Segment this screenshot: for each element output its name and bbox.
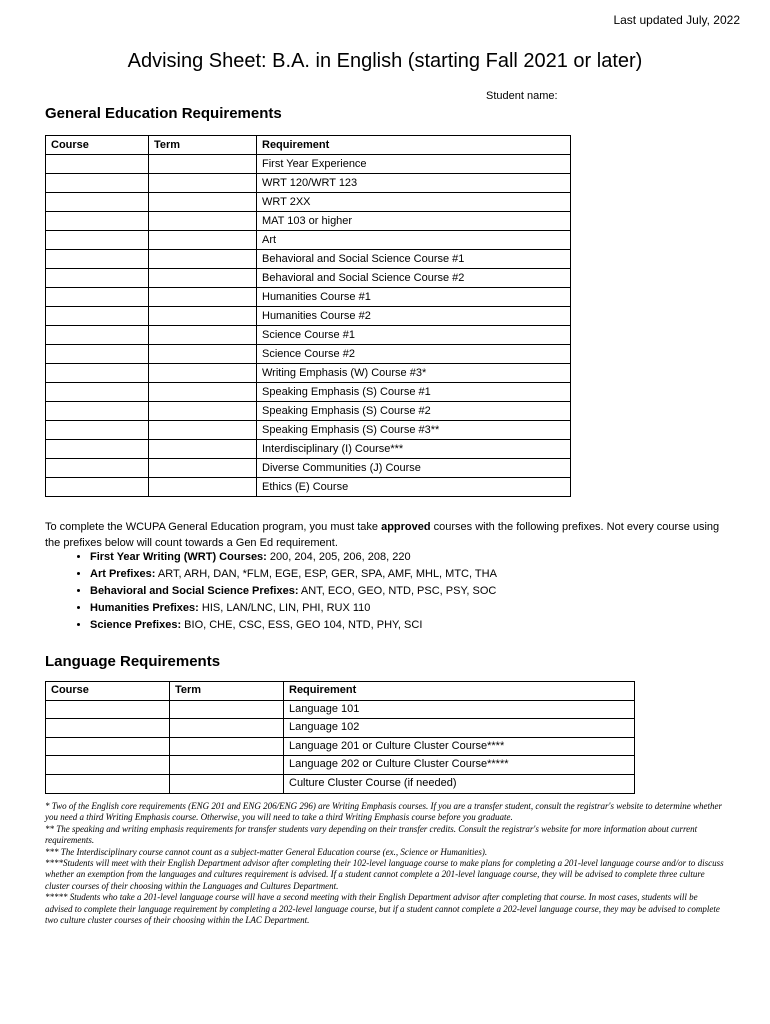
gen-ed-course-cell[interactable] — [46, 421, 149, 440]
gen-ed-header-course: Course — [46, 136, 149, 155]
table-row — [46, 307, 571, 326]
gen-ed-course-cell[interactable] — [46, 193, 149, 212]
language-requirement-cell: Language 102 — [284, 719, 635, 738]
gen-ed-term-cell[interactable] — [149, 193, 257, 212]
gen-ed-course-cell[interactable] — [46, 345, 149, 364]
gen-ed-term-cell[interactable] — [149, 307, 257, 326]
language-header-term: Term — [170, 682, 284, 701]
gen-ed-term-cell[interactable] — [149, 440, 257, 459]
gen-ed-requirement-cell: Writing Emphasis (W) Course #3* — [257, 364, 571, 383]
gen-ed-course-cell[interactable] — [46, 250, 149, 269]
gen-ed-requirement-cell: WRT 120/WRT 123 — [257, 174, 571, 193]
gen-ed-requirement-cell: Science Course #1 — [257, 326, 571, 345]
gen-ed-term-cell[interactable] — [149, 212, 257, 231]
prefix-values: HIS, LAN/LNC, LIN, PHI, RUX 110 — [198, 602, 371, 614]
gen-ed-course-cell[interactable] — [46, 307, 149, 326]
table-row — [46, 737, 635, 756]
gen-ed-requirement-cell: Humanities Course #2 — [257, 307, 571, 326]
language-term-cell[interactable] — [170, 774, 284, 793]
gen-ed-term-cell[interactable] — [149, 174, 257, 193]
gen-ed-term-cell[interactable] — [149, 269, 257, 288]
language-header-row — [46, 682, 635, 701]
gen-ed-requirement-cell: Behavioral and Social Science Course #1 — [257, 250, 571, 269]
gen-ed-requirement-cell: Speaking Emphasis (S) Course #1 — [257, 383, 571, 402]
page-title: Advising Sheet: B.A. in English (starting Fall 2021 or later) — [127, 50, 643, 72]
table-row — [46, 440, 571, 459]
prefix-label: First Year Writing (WRT) Courses: — [90, 551, 267, 563]
gen-ed-course-cell[interactable] — [46, 231, 149, 250]
gen-ed-course-cell[interactable] — [46, 383, 149, 402]
gen-ed-course-cell[interactable] — [46, 326, 149, 345]
gen-ed-course-cell[interactable] — [46, 364, 149, 383]
gen-ed-requirement-cell: WRT 2XX — [257, 193, 571, 212]
gen-ed-header-requirement: Requirement — [257, 136, 571, 155]
prefix-label: Humanities Prefixes: — [90, 602, 199, 614]
table-row — [46, 269, 571, 288]
language-course-cell[interactable] — [46, 737, 170, 756]
table-row — [46, 231, 571, 250]
gen-ed-requirement-cell: Diverse Communities (J) Course — [257, 459, 571, 478]
table-row — [46, 345, 571, 364]
gen-ed-term-cell[interactable] — [149, 459, 257, 478]
table-row — [46, 756, 635, 775]
footnotes — [45, 801, 727, 926]
language-header-course: Course — [46, 682, 170, 701]
gen-ed-requirement-cell: Ethics (E) Course — [257, 478, 571, 497]
gen-ed-term-cell[interactable] — [149, 326, 257, 345]
gen-ed-term-cell[interactable] — [149, 402, 257, 421]
language-heading: Language Requirements — [45, 653, 221, 670]
table-row — [46, 421, 571, 440]
table-row — [46, 193, 571, 212]
language-course-cell[interactable] — [46, 774, 170, 793]
gen-ed-course-cell[interactable] — [46, 174, 149, 193]
table-row — [46, 774, 635, 793]
language-course-cell[interactable] — [46, 756, 170, 775]
prefix-values: BIO, CHE, CSC, ESS, GEO 104, NTD, PHY, SCI — [181, 619, 423, 631]
footnote: ****Students will meet with their English Department advisor after completing their 102-level language course to make plans for completing a 201-level language course and/or to discuss whether an exemption from the languages and cultures requirement is advised. If a student cannot complete a 201-level language course, they will be advised to complete three culture cluster courses of their choosing within the Languages and Cultures Department. — [45, 858, 724, 891]
language-requirement-cell: Language 201 or Culture Cluster Course**** — [284, 737, 635, 756]
gen-ed-requirement-cell: Art — [257, 231, 571, 250]
prefix-values: ART, ARH, DAN, *FLM, EGE, ESP, GER, SPA, AMF, MHL, MTC, THA — [155, 568, 497, 580]
gen-ed-course-cell[interactable] — [46, 269, 149, 288]
language-term-cell[interactable] — [170, 756, 284, 775]
gen-ed-header-row — [46, 136, 571, 155]
last-updated: Last updated July, 2022 — [613, 13, 740, 27]
student-name-label: Student name: — [486, 90, 558, 102]
language-term-cell[interactable] — [170, 700, 284, 719]
language-term-cell[interactable] — [170, 737, 284, 756]
table-row — [46, 478, 571, 497]
table-row — [46, 174, 571, 193]
table-row — [46, 364, 571, 383]
table-row — [46, 719, 635, 738]
language-term-cell[interactable] — [170, 719, 284, 738]
gen-ed-course-cell[interactable] — [46, 402, 149, 421]
language-course-cell[interactable] — [46, 719, 170, 738]
footnote: * Two of the English core requirements (ENG 201 and ENG 206/ENG 296) are Writing Emphasis courses. If you are a transfer student, consult the registrar's website to determine whether you need a third Writing Emphasis course. Otherwise, you will need to take a third Writing Emphasis course before you graduate. — [45, 801, 722, 823]
gen-ed-course-cell[interactable] — [46, 459, 149, 478]
language-requirement-cell: Culture Cluster Course (if needed) — [284, 774, 635, 793]
gen-ed-requirement-cell: Science Course #2 — [257, 345, 571, 364]
language-header-requirement: Requirement — [284, 682, 635, 701]
gen-ed-term-cell[interactable] — [149, 383, 257, 402]
prefix-item — [90, 566, 750, 583]
gen-ed-term-cell[interactable] — [149, 250, 257, 269]
table-row — [46, 459, 571, 478]
gen-ed-table — [45, 135, 571, 497]
gen-ed-heading: General Education Requirements — [45, 105, 282, 122]
gen-ed-term-cell[interactable] — [149, 478, 257, 497]
gen-ed-requirement-cell: Speaking Emphasis (S) Course #3** — [257, 421, 571, 440]
prefix-item — [90, 549, 750, 566]
gen-ed-requirement-cell: Humanities Course #1 — [257, 288, 571, 307]
gen-ed-header-term: Term — [149, 136, 257, 155]
table-row — [46, 383, 571, 402]
prefix-item — [90, 617, 750, 634]
prefix-item — [90, 600, 750, 617]
table-row — [46, 250, 571, 269]
gen-ed-requirement-cell: Behavioral and Social Science Course #2 — [257, 269, 571, 288]
table-row — [46, 155, 571, 174]
footnote: ** The speaking and writing emphasis requirements for transfer students vary depending on their transfer credits. Consult the registrar's website for more information about current requirements. — [45, 823, 698, 846]
gen-ed-course-cell[interactable] — [46, 288, 149, 307]
language-requirement-cell: Language 101 — [284, 700, 635, 719]
table-row — [46, 402, 571, 421]
gen-ed-requirement-cell: MAT 103 or higher — [257, 212, 571, 231]
prefix-item — [90, 583, 750, 600]
gen-ed-term-cell[interactable] — [149, 421, 257, 440]
prefix-values: ANT, ECO, GEO, NTD, PSC, PSY, SOC — [298, 585, 497, 597]
table-row — [46, 212, 571, 231]
gen-ed-term-cell[interactable] — [149, 364, 257, 383]
gen-ed-requirement-cell: Interdisciplinary (I) Course*** — [257, 440, 571, 459]
gen-ed-requirement-cell: Speaking Emphasis (S) Course #2 — [257, 402, 571, 421]
language-requirement-cell: Language 202 or Culture Cluster Course***** — [284, 756, 635, 775]
language-course-cell[interactable] — [46, 700, 170, 719]
prefix-label: Behavioral and Social Science Prefixes: — [90, 585, 299, 597]
footnote: ***** Students who take a 201-level language course will have a second meeting with their English Department advisor after completing that course. In most cases, students will be advised to complete their language requirement by completing a 202-level language course, but if a student cannot complete a 202-level language course, they may be advised to complete two culture cluster courses of their choosing within the LAC Department. — [45, 892, 720, 926]
gen-ed-term-cell[interactable] — [149, 231, 257, 250]
gen-ed-course-cell[interactable] — [46, 155, 149, 174]
gen-ed-course-cell[interactable] — [46, 478, 149, 497]
gen-ed-term-cell[interactable] — [149, 288, 257, 307]
table-row — [46, 326, 571, 345]
prefix-label: Art Prefixes: — [90, 568, 156, 580]
prefix-list — [60, 549, 750, 634]
gen-ed-requirement-cell: First Year Experience — [257, 155, 571, 174]
gen-ed-course-cell[interactable] — [46, 212, 149, 231]
approved-emphasis: approved — [381, 521, 431, 533]
prefix-values: 200, 204, 205, 206, 208, 220 — [266, 551, 411, 563]
gen-ed-course-cell[interactable] — [46, 440, 149, 459]
table-row — [46, 700, 635, 719]
footnote: *** The Interdisciplinary course cannot count as a subject-matter General Education course (ex., Science or Humanities). — [45, 846, 488, 857]
gen-ed-term-cell[interactable] — [149, 345, 257, 364]
prefix-intro: To complete the WCUPA General Education program, you must take approved courses with the following prefixes. Not every course using the prefixes below will count towards a Gen Ed requirement. — [45, 521, 720, 549]
table-row — [46, 288, 571, 307]
prefix-label: Science Prefixes: — [90, 619, 182, 631]
language-table — [45, 681, 635, 794]
gen-ed-term-cell[interactable] — [149, 155, 257, 174]
